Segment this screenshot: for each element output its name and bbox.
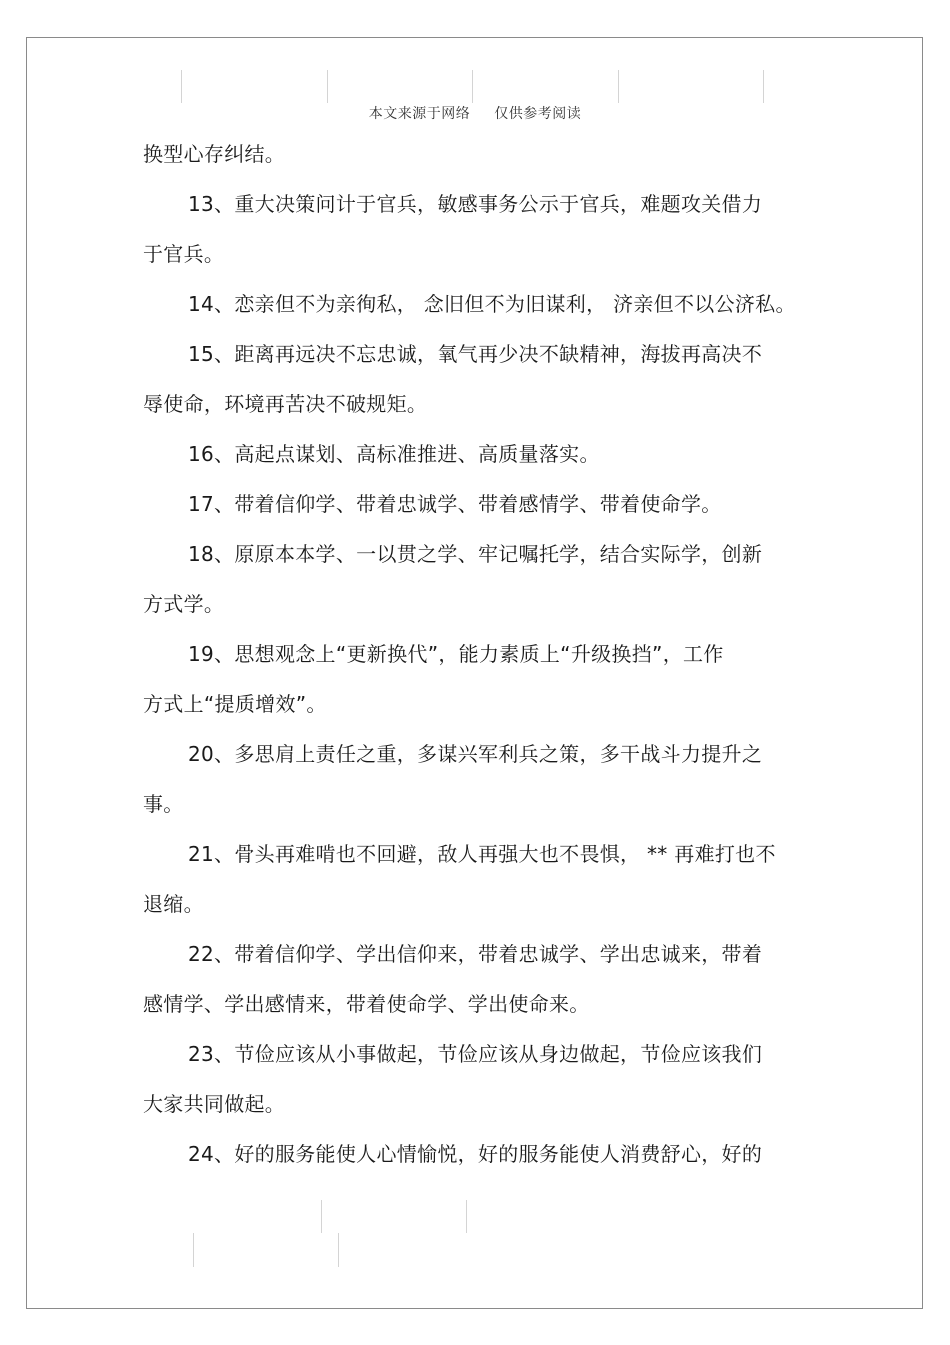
text-line: 13、重大决策问计于官兵，敏感事务公示于官兵，难题攻关借力	[188, 192, 763, 216]
bottom-rule-mark	[466, 1200, 467, 1233]
text-line: 事。	[143, 792, 184, 816]
top-rule-mark	[327, 70, 328, 103]
text-line: 方式学。	[143, 592, 225, 616]
text-line: 18、原原本本学、一以贯之学、牢记嘱托学，结合实际学，创新	[188, 542, 763, 566]
text-line: 辱使命，环境再苦决不破规矩。	[143, 392, 428, 416]
text-line: 14、恋亲但不为亲徇私， 念旧但不为旧谋利， 济亲但不以公济私。	[188, 292, 796, 316]
text-line: 换型心存纠结。	[143, 142, 286, 166]
bottom-rule-mark	[338, 1233, 339, 1267]
text-line: 于官兵。	[143, 242, 225, 266]
header-note: 仅供参考阅读	[494, 106, 582, 122]
text-line: 方式上“提质增效”。	[143, 692, 327, 716]
top-rule-mark	[618, 70, 619, 103]
top-rule-mark	[472, 70, 473, 103]
text-line: 大家共同做起。	[143, 1092, 286, 1116]
bottom-rule-mark	[321, 1200, 322, 1233]
bottom-rule-mark	[193, 1233, 194, 1267]
page-border	[26, 37, 923, 1309]
text-line: 退缩。	[143, 892, 204, 916]
header-source: 本文来源于网络	[368, 106, 471, 122]
text-line: 15、距离再远决不忘忠诚，氧气再少决不缺精神，海拔再高决不	[188, 342, 763, 366]
text-line: 16、高起点谋划、高标准推进、高质量落实。	[188, 442, 600, 466]
text-line: 22、带着信仰学、学出信仰来，带着忠诚学、学出忠诚来，带着	[188, 942, 763, 966]
text-line: 17、带着信仰学、带着忠诚学、带着感情学、带着使命学。	[188, 492, 722, 516]
text-line: 23、节俭应该从小事做起，节俭应该从身边做起，节俭应该我们	[188, 1042, 763, 1066]
text-line: 20、多思肩上责任之重，多谋兴军利兵之策，多干战斗力提升之	[188, 742, 763, 766]
top-rule-mark	[763, 70, 764, 103]
text-line: 19、思想观念上“更新换代”，能力素质上“升级换挡”，工作	[188, 642, 724, 666]
top-rule-mark	[181, 70, 182, 103]
page-header	[0, 103, 950, 123]
text-line: 24、好的服务能使人心情愉悦，好的服务能使人消费舒心，好的	[188, 1142, 763, 1166]
text-line: 21、骨头再难啃也不回避，敌人再强大也不畏惧， ** 再难打也不	[188, 842, 776, 866]
text-line: 感情学、学出感情来，带着使命学、学出使命来。	[143, 992, 590, 1016]
